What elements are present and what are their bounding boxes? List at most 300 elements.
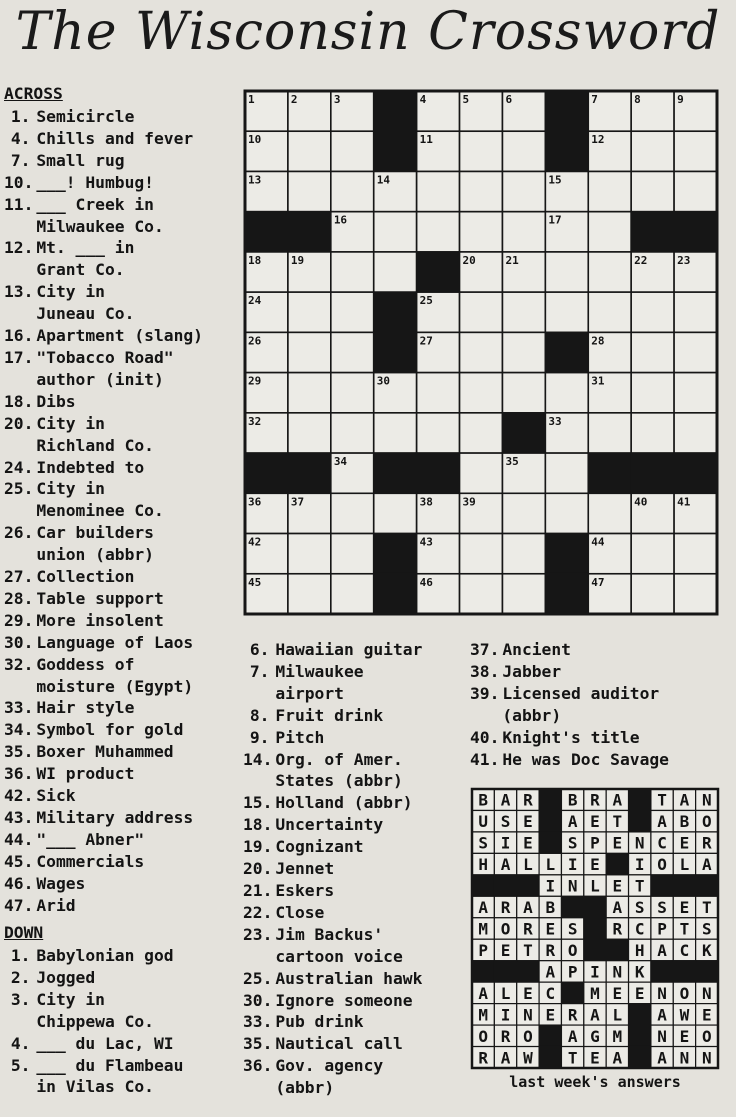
grid-cell[interactable]	[331, 292, 374, 332]
grid-cell[interactable]	[331, 534, 374, 574]
grid-cell[interactable]	[631, 171, 674, 211]
clue-number: 33.	[4, 698, 34, 718]
grid-cell[interactable]	[545, 493, 588, 533]
clue-text: Arid	[36, 895, 76, 915]
clue-number: 43.	[4, 808, 34, 827]
clue-text: Cognizant	[275, 837, 364, 857]
clue-text: Car builders union (abbr)	[36, 523, 154, 565]
answer-letter: O	[701, 1026, 712, 1046]
answer-letter: A	[612, 790, 623, 810]
answer-letter: A	[657, 940, 667, 960]
answer-letter: A	[545, 962, 556, 982]
grid-cell[interactable]	[374, 252, 417, 292]
answer-letter: N	[657, 983, 667, 1003]
down-clue	[4, 967, 244, 989]
answers-caption: last week's answers	[509, 1073, 681, 1091]
answer-letter: C	[657, 833, 667, 853]
clue-text: ___ du Flambeau in Vilas Co.	[36, 1055, 184, 1097]
cell-number: 2	[290, 93, 298, 106]
grid-cell[interactable]	[502, 574, 545, 614]
grid-cell[interactable]	[502, 171, 545, 211]
clue-number: 44.	[4, 829, 34, 849]
down-clue-list-right	[470, 639, 732, 770]
grid-black-square	[374, 292, 417, 332]
across-clue	[4, 807, 244, 829]
grid-cell[interactable]	[631, 574, 674, 614]
across-clue	[4, 610, 244, 632]
last-week-answers-grid	[470, 787, 720, 1070]
answer-letter: C	[545, 983, 556, 1003]
answer-letter: A	[657, 812, 667, 832]
grid-cell[interactable]	[545, 453, 588, 493]
clue-number: 37.	[470, 640, 500, 659]
answer-letter: R	[500, 1026, 511, 1046]
answer-letter: A	[612, 1048, 623, 1068]
across-clue	[4, 697, 244, 719]
grid-cell[interactable]	[588, 413, 631, 453]
grid-cell[interactable]	[417, 212, 460, 252]
grid-cell[interactable]	[374, 493, 417, 533]
clue-number: 1.	[10, 946, 31, 965]
answer-letter: E	[612, 833, 623, 853]
grid-cell[interactable]	[502, 534, 545, 574]
answer-black-square	[472, 875, 494, 896]
answer-letter: E	[523, 833, 533, 853]
across-clue	[4, 654, 244, 698]
grid-black-square	[674, 453, 717, 493]
clue-number: 8.	[249, 705, 270, 725]
across-clue	[4, 347, 244, 391]
answer-letter: H	[634, 940, 645, 960]
cell-number: 21	[505, 253, 519, 267]
grid-cell[interactable]	[460, 574, 503, 614]
clue-text: Pub drink	[275, 1012, 364, 1032]
clue-number: 30.	[243, 990, 273, 1010]
cell-number: 42	[248, 535, 262, 549]
cell-number: 9	[677, 93, 684, 106]
clue-text: Fruit drink	[275, 705, 384, 725]
clue-number: 1.	[10, 107, 31, 126]
cell-number: 5	[462, 93, 470, 106]
across-clue	[4, 413, 244, 457]
down-clue-list-middle	[243, 639, 471, 1099]
answer-letter: P	[590, 833, 600, 853]
answer-letter: T	[612, 812, 623, 832]
answer-black-square	[539, 1047, 561, 1068]
clue-number: 18.	[4, 391, 34, 411]
grid-cell[interactable]	[417, 373, 460, 413]
cell-number: 26	[248, 334, 262, 348]
cell-number: 44	[591, 535, 605, 549]
clue-number: 39.	[470, 683, 500, 703]
answer-letter: I	[500, 1005, 511, 1025]
grid-cell[interactable]	[502, 373, 545, 413]
clue-number: 45.	[4, 851, 34, 871]
across-clue	[4, 325, 244, 347]
grid-cell[interactable]	[502, 332, 545, 372]
grid-cell[interactable]	[374, 413, 417, 453]
cell-number: 41	[677, 495, 691, 509]
answer-letter: B	[478, 790, 489, 810]
clue-number: 17.	[4, 347, 34, 367]
grid-cell[interactable]	[460, 373, 503, 413]
grid-cell[interactable]	[502, 212, 545, 252]
clue-text: Uncertainty	[275, 815, 384, 835]
answer-letter: B	[567, 790, 578, 810]
grid-black-square	[288, 453, 331, 493]
clue-number: 7.	[10, 150, 31, 170]
grid-cell[interactable]	[288, 332, 331, 372]
grid-cell[interactable]	[674, 131, 717, 171]
grid-cell[interactable]	[545, 252, 588, 292]
clue-text: Ignore someone	[275, 990, 413, 1010]
answer-letter: H	[478, 855, 489, 875]
cell-number: 24	[248, 294, 262, 308]
cell-number: 17	[548, 213, 562, 227]
grid-cell[interactable]	[502, 131, 545, 171]
grid-cell[interactable]	[331, 332, 374, 372]
grid-cell[interactable]	[502, 493, 545, 533]
clue-text: Jogged	[36, 967, 96, 987]
grid-cell[interactable]	[674, 574, 717, 614]
grid-cell[interactable]	[374, 212, 417, 252]
grid-cell[interactable]	[288, 171, 331, 211]
answer-letter: A	[657, 1005, 667, 1025]
grid-cell[interactable]	[545, 373, 588, 413]
grid-cell[interactable]	[674, 171, 717, 211]
answer-letter: N	[701, 983, 712, 1003]
clue-number: 14.	[243, 749, 273, 769]
across-clue	[4, 281, 244, 325]
answer-letter: E	[523, 983, 533, 1003]
clue-number: 25.	[243, 968, 273, 988]
grid-cell[interactable]	[588, 292, 631, 332]
clue-text: Pitch	[275, 727, 325, 747]
cell-number: 45	[248, 575, 262, 589]
answer-letter: O	[567, 940, 578, 960]
clue-number: 41.	[470, 749, 500, 769]
cell-number: 6	[505, 93, 513, 106]
answer-letter: R	[590, 790, 600, 810]
clue-text: Holland (abbr)	[275, 793, 413, 813]
clue-text: Close	[275, 902, 325, 922]
answer-letter: O	[657, 855, 667, 875]
clue-number: 40.	[470, 727, 500, 747]
answer-letter: I	[590, 962, 600, 982]
grid-cell[interactable]	[588, 493, 631, 533]
grid-black-square	[545, 91, 588, 131]
grid-cell[interactable]	[674, 373, 717, 413]
clue-text: Table support	[36, 588, 164, 608]
grid-cell[interactable]	[417, 413, 460, 453]
grid-cell[interactable]	[288, 574, 331, 614]
answer-letter: N	[523, 1005, 533, 1025]
answer-letter: E	[500, 940, 511, 960]
grid-cell[interactable]	[288, 534, 331, 574]
clue-text: Language of Laos	[36, 632, 194, 652]
clue-number: 32.	[4, 654, 34, 674]
grid-cell[interactable]	[502, 292, 545, 332]
clue-text: Jennet	[275, 859, 335, 879]
grid-black-square	[417, 252, 460, 292]
answer-letter: A	[679, 790, 690, 810]
clue-number: 20.	[243, 859, 273, 879]
grid-black-square	[588, 453, 631, 493]
across-clue	[4, 763, 244, 785]
clue-number: 21.	[243, 880, 273, 900]
clue-text: ___ du Lac, WI	[36, 1033, 174, 1053]
answer-letter: T	[634, 876, 645, 896]
grid-cell[interactable]	[631, 332, 674, 372]
grid-cell[interactable]	[417, 171, 460, 211]
answer-letter: O	[523, 1026, 533, 1046]
cell-number: 20	[462, 253, 476, 267]
cell-number: 29	[248, 374, 262, 388]
cell-number: 15	[548, 173, 562, 187]
answer-letter: N	[657, 1026, 667, 1046]
across-clue	[4, 895, 244, 917]
clue-number: 4.	[10, 1033, 31, 1053]
answer-letter: M	[478, 1005, 489, 1025]
grid-cell[interactable]	[460, 534, 503, 574]
clue-text: Milwaukee airport	[275, 661, 364, 703]
clue-text: "Tobacco Road" author (init)	[36, 347, 174, 389]
clue-number: 35.	[243, 1034, 273, 1054]
grid-cell[interactable]	[331, 574, 374, 614]
answer-letter: A	[701, 855, 712, 875]
grid-cell[interactable]	[460, 171, 503, 211]
grid-cell[interactable]	[588, 252, 631, 292]
cell-number: 13	[248, 173, 262, 187]
cell-number: 19	[290, 253, 305, 267]
answer-letter: A	[567, 1026, 578, 1046]
across-clue-list	[4, 106, 244, 917]
grid-cell[interactable]	[631, 131, 674, 171]
clue-number: 36.	[4, 764, 34, 784]
answer-black-square	[494, 875, 516, 896]
clue-number: 12.	[4, 238, 34, 258]
down-header: DOWN	[4, 923, 44, 942]
answer-black-square	[517, 875, 539, 896]
down-clue	[243, 1011, 471, 1033]
answer-letter: A	[523, 898, 533, 918]
grid-black-square	[374, 453, 417, 493]
answer-letter: R	[567, 1005, 578, 1025]
clue-text: Mt. ___ in Grant Co.	[36, 238, 135, 280]
answer-letter: N	[679, 1048, 690, 1068]
clue-text: City in Richland Co.	[36, 413, 154, 455]
clue-text: Gov. agency (abbr)	[275, 1056, 384, 1098]
grid-cell[interactable]	[288, 131, 331, 171]
grid-black-square	[374, 131, 417, 171]
answer-letter: T	[657, 790, 667, 810]
down-clue-list-left	[4, 945, 244, 1098]
answer-letter: T	[523, 940, 533, 960]
across-clue	[4, 588, 244, 610]
grid-cell[interactable]	[460, 292, 503, 332]
clue-number: 46.	[4, 873, 34, 893]
grid-cell[interactable]	[331, 493, 374, 533]
clue-number: 27.	[4, 567, 34, 587]
grid-cell[interactable]	[631, 534, 674, 574]
cell-number: 39	[462, 495, 476, 509]
answer-black-square	[539, 789, 561, 810]
clue-text: WI product	[36, 764, 135, 784]
grid-cell[interactable]	[460, 131, 503, 171]
grid-cell[interactable]	[331, 171, 374, 211]
answer-letter: A	[567, 812, 578, 832]
answer-letter: O	[500, 919, 511, 939]
down-clue	[243, 990, 471, 1012]
grid-black-square	[674, 212, 717, 252]
across-clue	[4, 150, 244, 172]
grid-cell[interactable]	[288, 413, 331, 453]
clue-number: 30.	[4, 632, 34, 652]
answer-letter: R	[523, 790, 533, 810]
grid-cell[interactable]	[631, 373, 674, 413]
down-clue	[470, 661, 732, 683]
puzzle-title: The Wisconsin Crossword	[15, 2, 721, 62]
grid-black-square	[502, 413, 545, 453]
clue-number: 11.	[4, 194, 34, 214]
clue-text: Dibs	[36, 391, 76, 411]
down-clue	[243, 858, 471, 880]
answer-letter: N	[567, 876, 578, 896]
clue-number: 33.	[243, 1012, 273, 1032]
across-clue	[4, 741, 244, 763]
grid-black-square	[374, 574, 417, 614]
grid-cell[interactable]	[331, 373, 374, 413]
grid-cell[interactable]	[288, 373, 331, 413]
clue-number: 34.	[4, 720, 34, 740]
cell-number: 3	[333, 93, 341, 106]
grid-black-square	[245, 212, 288, 252]
grid-cell[interactable]	[631, 413, 674, 453]
grid-cell[interactable]	[331, 252, 374, 292]
clue-text: Collection	[36, 567, 135, 587]
clue-number: 24.	[4, 457, 34, 477]
grid-black-square	[374, 91, 417, 131]
clue-text: ___! Humbug!	[36, 172, 154, 192]
across-clue	[4, 829, 244, 851]
grid-cell[interactable]	[588, 171, 631, 211]
down-clue	[4, 1033, 244, 1055]
answer-letter: S	[567, 833, 578, 853]
answer-letter: E	[590, 1048, 600, 1068]
grid-black-square	[631, 453, 674, 493]
clue-text: Knight's title	[502, 727, 640, 747]
down-clue	[243, 814, 471, 836]
answer-letter: C	[679, 940, 690, 960]
grid-cell[interactable]	[674, 292, 717, 332]
down-clue	[243, 705, 471, 727]
cell-number: 47	[591, 575, 605, 589]
clue-text: Hawaiian guitar	[275, 640, 423, 659]
across-clue	[4, 873, 244, 895]
down-clue	[470, 639, 732, 661]
answer-letter: I	[634, 855, 645, 875]
answer-letter: N	[634, 833, 645, 853]
cell-number: 10	[248, 133, 262, 147]
answer-letter: S	[478, 833, 489, 853]
clue-number: 47.	[4, 895, 34, 915]
clue-text: Chills and fever	[36, 128, 194, 148]
answer-letter: O	[679, 983, 690, 1003]
grid-cell[interactable]	[460, 332, 503, 372]
clue-text: Military address	[36, 808, 194, 827]
down-clue	[4, 989, 244, 1033]
cell-number: 28	[591, 334, 605, 348]
across-clue	[4, 719, 244, 741]
grid-black-square	[417, 453, 460, 493]
answer-letter: A	[478, 983, 489, 1003]
down-clue	[243, 639, 471, 661]
clue-number: 29.	[4, 610, 34, 630]
clue-number: 16.	[4, 326, 34, 346]
crossword-grid	[243, 89, 719, 616]
answer-letter: S	[701, 919, 712, 939]
grid-cell[interactable]	[674, 332, 717, 372]
answer-letter: E	[545, 1005, 556, 1025]
grid-black-square	[545, 574, 588, 614]
grid-cell[interactable]	[331, 131, 374, 171]
grid-black-square	[374, 534, 417, 574]
clue-text: City in Chippewa Co.	[36, 989, 154, 1031]
down-clue	[243, 1055, 471, 1099]
across-clue	[4, 172, 244, 194]
clue-number: 20.	[4, 413, 34, 433]
grid-cell[interactable]	[545, 292, 588, 332]
grid-cell[interactable]	[460, 413, 503, 453]
clue-text: Small rug	[36, 150, 125, 170]
answer-black-square	[696, 961, 718, 982]
clue-number: 15.	[243, 793, 273, 813]
across-header: ACROSS	[4, 84, 63, 103]
grid-cell[interactable]	[331, 413, 374, 453]
grid-cell[interactable]	[674, 534, 717, 574]
grid-cell[interactable]	[460, 453, 503, 493]
grid-cell[interactable]	[588, 212, 631, 252]
grid-cell[interactable]	[288, 292, 331, 332]
grid-cell[interactable]	[460, 212, 503, 252]
clue-number: 19.	[243, 837, 273, 857]
answer-letter: M	[478, 919, 489, 939]
answer-letter: T	[679, 919, 690, 939]
clue-text: City in Menominee Co.	[36, 479, 164, 521]
down-clue	[243, 880, 471, 902]
across-clue	[4, 478, 244, 522]
answer-letter: K	[634, 962, 645, 982]
grid-cell[interactable]	[631, 292, 674, 332]
answer-black-square	[472, 961, 494, 982]
grid-black-square	[288, 212, 331, 252]
clue-text: Jim Backus' cartoon voice	[275, 924, 403, 966]
answer-letter: A	[500, 790, 511, 810]
cell-number: 22	[634, 253, 648, 267]
answer-letter: E	[679, 898, 690, 918]
answer-letter: S	[657, 898, 667, 918]
grid-black-square	[631, 212, 674, 252]
across-clue	[4, 391, 244, 413]
clue-number: 35.	[4, 742, 34, 762]
grid-cell[interactable]	[674, 413, 717, 453]
clue-number: 10.	[4, 172, 34, 192]
clue-text: Jabber	[502, 661, 562, 681]
clue-text: Sick	[36, 786, 76, 806]
cell-number: 27	[419, 334, 433, 348]
grid-black-square	[545, 534, 588, 574]
answer-letter: N	[701, 1048, 712, 1068]
